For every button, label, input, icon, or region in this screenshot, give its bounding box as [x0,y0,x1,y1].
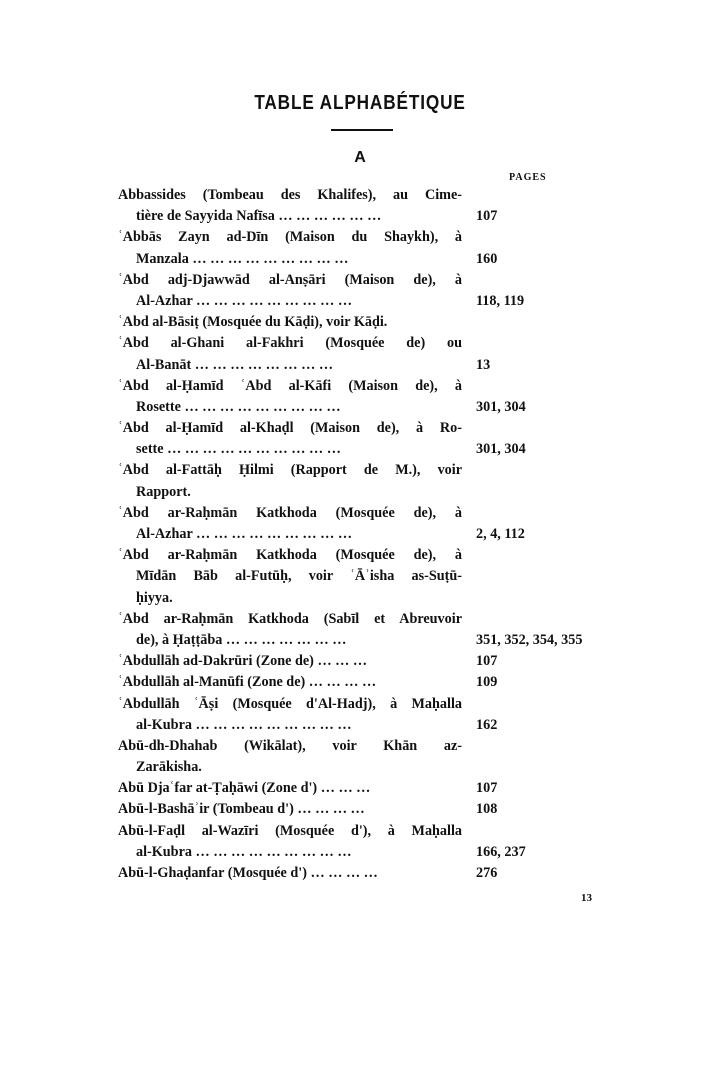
index-entry [118,651,618,672]
index-entry-continuation [118,206,618,227]
entry-text: Abū-l-Ghaḍanfar (Mosquée d') … … … … [118,865,378,881]
entry-text: ʿAbd al-Ḥamīd ʿAbd al-Kāfi (Maison de), à [118,377,462,394]
entry-text: Abū-l-Faḍl al-Wazīri (Mosquée d'), à Maḥalla [118,822,462,839]
entry-text: al-Kubra … … … … … … … … … [136,716,352,733]
index-entry [118,270,618,291]
entry-text: ʿAbd al-Ghani al-Fakhri (Mosquée de) ou [118,335,462,352]
entry-text: Al-Azhar … … … … … … … … … [136,526,353,542]
index-entry [118,376,618,397]
entry-pages: 118, 119 [476,292,525,309]
index-entry [118,460,618,481]
entry-text: al-Kubra … … … … … … … … … [136,843,352,860]
index-entry [118,863,618,884]
index-entry [118,821,618,842]
entry-text: tière de Sayyida Nafīsa … … … … … … [136,208,382,225]
entry-text: ʿAbdullāh ʿĀṣi (Mosquée d'Al-Hadj), à Maḥalla [118,695,462,712]
entry-text: ḥiyya. [136,589,173,606]
entry-text: ʿAbdullāh ad-Dakrūri (Zone de) … … … [118,653,368,670]
index-entry-continuation [118,291,618,312]
index-entry [118,799,618,820]
entry-text: ʿAbbās Zayn ad-Dīn (Maison du Shaykh), à [118,229,462,246]
index-entry-continuation [118,588,618,609]
page-title: TABLE ALPHABÉTIQUE [254,92,466,114]
index-entry [118,312,618,333]
index-entry-continuation [118,757,618,778]
index-entry [118,185,618,206]
entry-pages: 301, 304 [476,441,526,458]
index-entry-continuation [118,482,618,503]
entry-pages: 109 [476,674,498,691]
entry-text: sette … … … … … … … … … … [136,441,341,458]
entry-text: de), à Ḥaṭṭāba … … … … … … … [136,631,347,648]
index-entry [118,503,618,524]
entry-text: Abū-l-Bashāʾir (Tombeau d') … … … … [118,801,365,818]
index-entry [118,545,618,566]
entry-text: Rapport. [136,483,191,500]
title-rule [331,129,393,131]
entry-pages: 2, 4, 112 [476,526,525,542]
entry-text: ʿAbd al-Fattāḥ Ḥilmi (Rapport de M.), voir [118,462,462,479]
index-entry-continuation [118,630,618,651]
index-entry-continuation [118,397,618,418]
index-entry [118,694,618,715]
entry-pages: 166, 237 [476,843,526,860]
entry-pages: 13 [476,356,491,373]
index-entry-continuation [118,524,618,545]
index-entry-continuation [118,355,618,376]
entry-pages: 351, 352, 354, 355 [476,631,583,648]
index-entry [118,227,618,248]
entry-pages: 160 [476,250,498,267]
index-entries [118,185,618,884]
index-entry [118,333,618,354]
entry-text: Al-Azhar … … … … … … … … … [136,292,353,309]
entry-text: Abū Djaʿfar at-Ṭaḥāwi (Zone d') … … … [118,780,371,797]
index-entry [118,418,618,439]
entry-text: ʿAbd ar-Raḥmān Katkhoda (Sabīl et Abreuvoir [118,610,462,627]
entry-text: Abbassides (Tombeau des Khalifes), au Cime- [118,187,462,203]
entry-text: Rosette … … … … … … … … … [136,398,341,415]
section-letter: A [354,149,366,166]
entry-pages: 162 [476,716,498,733]
entry-text: Zarākisha. [136,759,202,776]
entry-text: ʿAbd ar-Raḥmān Katkhoda (Mosquée de), à [118,504,462,521]
entry-text: ʿAbd adj-Djawwād al-Anṣāri (Maison de), à [118,271,462,288]
entry-pages: 107 [476,780,498,797]
entry-pages: 107 [476,653,498,670]
entry-text: Abū-dh-Dhahab (Wikālat), voir Khān az- [118,737,462,754]
entry-pages: 276 [476,865,498,881]
index-entry-continuation [118,439,618,460]
entry-text: Manzala … … … … … … … … … [136,250,349,267]
index-entry [118,736,618,757]
entry-text: Mīdān Bāb al-Futūḥ, voir ʿĀʾisha as-Suṭū- [136,568,462,585]
index-entry [118,778,618,799]
entry-text: ʿAbd al-Ḥamīd al-Khaḍl (Maison de), à Ro- [118,420,462,437]
index-entry [118,672,618,693]
index-entry-continuation [118,842,618,863]
entry-pages: 301, 304 [476,398,526,415]
entry-pages: 108 [476,801,498,818]
index-entry-continuation [118,566,618,587]
pages-column-header: PAGES [509,172,547,183]
index-entry-continuation [118,249,618,270]
entry-text: ʿAbd al-Bāsiṭ (Mosquée du Kāḍi), voir Kāḍi. [118,314,388,331]
index-entry-continuation [118,715,618,736]
page-number: 13 [581,892,592,904]
index-entry [118,609,618,630]
entry-text: ʿAbd ar-Raḥmān Katkhoda (Mosquée de), à [118,547,462,564]
entry-pages: 107 [476,208,498,225]
entry-text: ʿAbdullāh al-Manūfi (Zone de) … … … … [118,674,377,691]
entry-text: Al-Banāt … … … … … … … … [136,356,334,373]
